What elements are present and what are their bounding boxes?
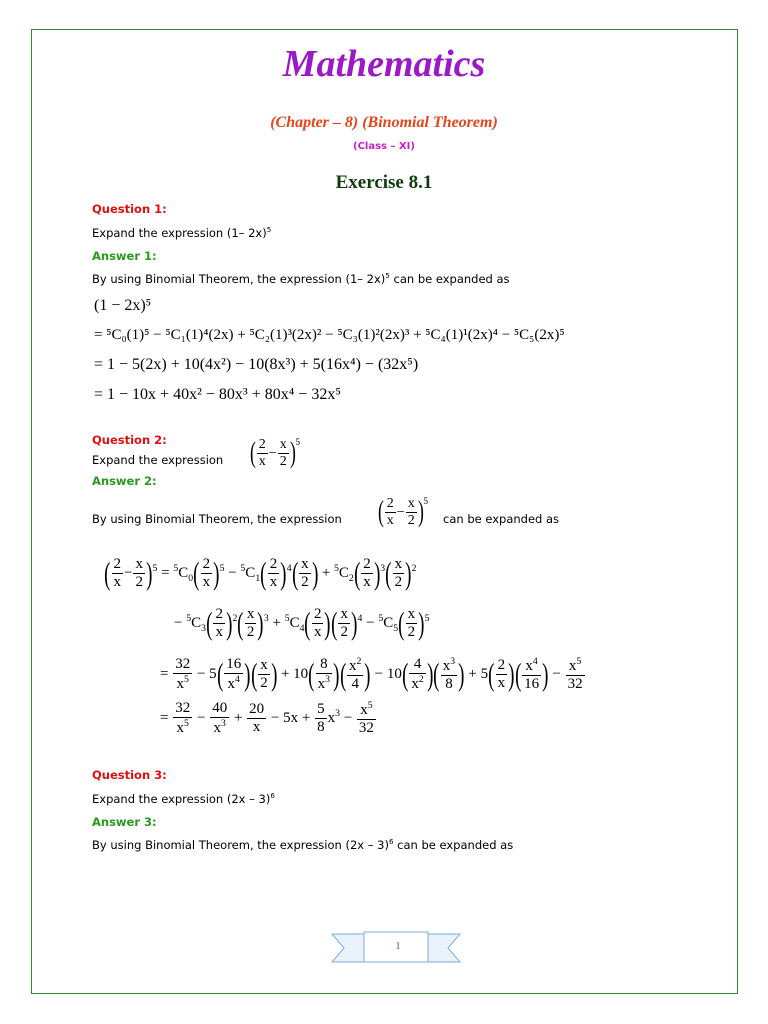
answer-1-label: Answer 1:	[92, 249, 157, 263]
question-2-label: Question 2:	[92, 433, 167, 447]
answer-2-line-3: = $\frac{32}{x^5}$ − 5( $\frac{16}{x^4}$ )( $\frac{x}{2}$ ) + 10( $\frac{8}{x^3}$ )( $\frac{x^2}{4}$ ) − 10( $\frac{4}{x^2}$ )( $\frac{x^3}{8}$ ) + 5( $\frac{2}{x}$ )( $\frac{x^4}{16}$ ) − $\frac{x^5}{32}$	[160, 656, 583, 693]
answer-2-line-1: ( $\frac{2}{x}$ − $\frac{x}{2}$ )$^5 = ^5C_0$( $\frac{2}{x}$ )$^5 - ^5C_1$( $\frac{2}{x}$ )$^4$( $\frac{x}{2}$ ) + $^5C_2$( $\frac{2}{x}$ )$^3$( $\frac{x}{2}$ )$^2$	[104, 556, 417, 591]
answer-1-text: By using Binomial Theorem, the expression (1– 2x)$^5$ can be expanded as	[92, 271, 510, 286]
answer-1-line-2: = ⁵C₀(1)⁵ − ⁵C₁(1)⁴(2x) + ⁵C₂(1)³(2x)² − ⁵C₃(1)²(2x)³ + ⁵C₄(1)¹(2x)⁴ − ⁵C₅(2x)⁵	[94, 327, 565, 343]
answer-2-expression: ( $\frac{2}{x}$ − $\frac{x}{2}$ )$^5$	[377, 495, 428, 529]
answer-2-line-4: = $\frac{32}{x^5}$ − $\frac{40}{x^3}$ + $\frac{20}{x}$ − 5x + $\frac{5}{8}$ $x^3$ − $\frac{x^5}{32}$	[160, 700, 374, 737]
answer-2-text: By using Binomial Theorem, the expression	[92, 512, 342, 526]
question-1-text: Expand the expression (1– 2x)$^5$	[92, 225, 272, 240]
answer-2-label: Answer 2:	[92, 474, 157, 488]
answer-2-tail: can be expanded as	[443, 512, 560, 526]
answer-3-text: By using Binomial Theorem, the expression (2x – 3)$^6$ can be expanded as	[92, 837, 514, 852]
answer-2-line-2: − $^5C_3$( $\frac{2}{x}$ )$^2$( $\frac{x}{2}$ )$^3 + ^5C_4$( $\frac{2}{x}$ )( $\frac{x}{2}$ )$^4 - ^5C_5$( $\frac{x}{2}$ )$^5$	[174, 606, 430, 641]
question-2-expression: ( $\frac{2}{x}$ − $\frac{x}{2}$ )$^5$	[249, 436, 300, 470]
answer-3-label: Answer 3:	[92, 815, 157, 829]
question-3-text: Expand the expression (2x – 3)$^6$	[92, 791, 275, 806]
page-number: 1	[395, 940, 401, 952]
answer-1-line-3: = 1 − 5(2x) + 10(4x²) − 10(8x³) + 5(16x⁴) − (32x⁵)	[94, 356, 419, 373]
class-label: (Class – XI)	[353, 141, 415, 152]
question-2-text: Expand the expression	[92, 453, 224, 467]
chapter-heading: (Chapter – 8) (Binomial Theorem)	[270, 114, 498, 131]
exercise-heading: Exercise 8.1	[335, 172, 433, 193]
answer-1-line-4: = 1 − 10x + 40x² − 80x³ + 80x⁴ − 32x⁵	[94, 386, 341, 403]
question-1-label: Question 1:	[92, 202, 167, 216]
answer-1-line-1: (1 − 2x)⁵	[94, 297, 152, 314]
page-title: Mathematics	[282, 43, 486, 85]
question-3-label: Question 3:	[92, 768, 167, 782]
